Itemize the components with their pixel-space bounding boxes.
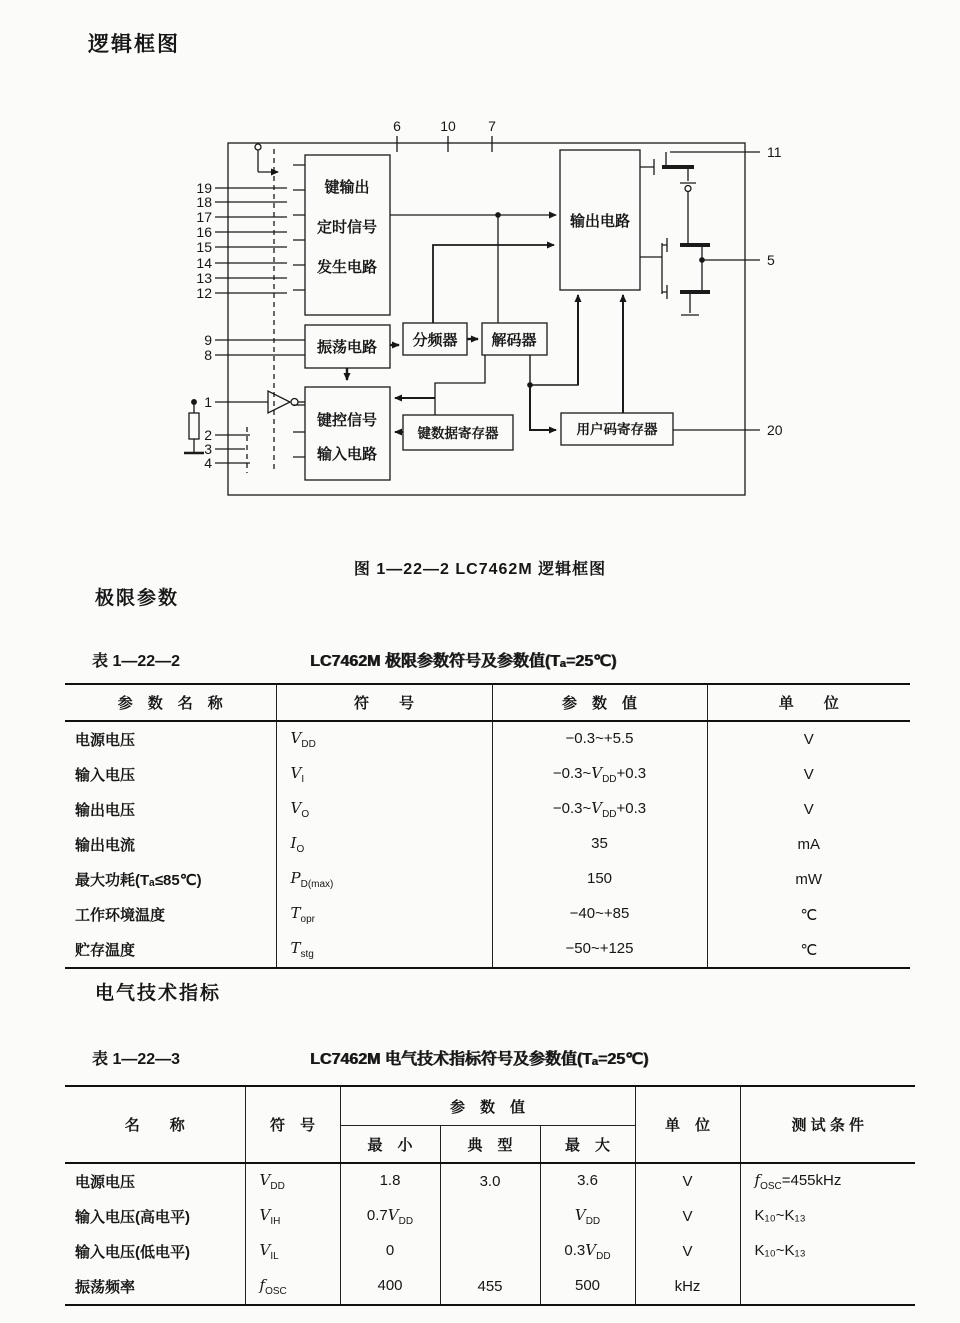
value-cell: $-0.3\sim V_{DD}+0.3$ (492, 757, 707, 792)
pin-label-left: 17 (196, 209, 212, 225)
symbol-cell: $P_{D(max)}$ (276, 862, 492, 897)
param-name-cell: 最大功耗(Tₐ≤85℃) (75, 872, 202, 889)
block-decoder-label: 解码器 (491, 332, 537, 349)
header-value: 参 数 值 (492, 684, 707, 721)
pin-label-left: 18 (196, 194, 212, 210)
max-cell: $V_{DD}$ (540, 1199, 635, 1234)
header-param-name: 参 数 名 称 (65, 684, 276, 721)
nmos2-gate (662, 285, 667, 299)
pin-label-left: 14 (196, 255, 212, 271)
pin-label-top: 7 (488, 118, 496, 134)
param-name-cell: 输入电压(低电平) (75, 1244, 190, 1261)
unit-cell: ℃ (707, 932, 910, 968)
pin-label-right: 11 (767, 144, 782, 160)
unit-cell: mW (707, 862, 910, 897)
test-condition-cell (740, 1269, 915, 1305)
pin-label-top: 10 (440, 118, 456, 134)
table-row (65, 897, 910, 932)
unit-cell: V (635, 1234, 740, 1269)
table-row (65, 1163, 915, 1199)
nmos1-gate (662, 238, 667, 252)
min-cell: $0.7V_{DD}$ (340, 1199, 440, 1234)
symbol-cell: $V_O$ (276, 792, 492, 827)
unit-cell: V (635, 1163, 740, 1199)
pmos-gate (640, 159, 654, 175)
param-name-cell: 输出电压 (75, 802, 136, 819)
param-name-cell: 电源电压 (75, 1174, 136, 1191)
min-cell: 400 (340, 1269, 440, 1305)
test-condition-cell: K₁₀~K₁₃ (740, 1234, 915, 1269)
pin-label-left: 4 (204, 455, 212, 471)
symbol-cell: $f_{OSC}$ (245, 1269, 340, 1305)
pin-label-left: 3 (204, 441, 212, 457)
max-cell: $0.3V_{DD}$ (540, 1234, 635, 1269)
max-cell: 3.6 (540, 1163, 635, 1199)
typ-cell (440, 1234, 540, 1269)
header-symbol: 符 号 (276, 684, 492, 721)
pin-label-left: 13 (196, 270, 212, 286)
limits-table (65, 683, 910, 969)
pin-label-left: 16 (196, 224, 212, 240)
block-timing-label-3: 发生电路 (316, 259, 378, 276)
param-name-cell: 输入电压 (75, 767, 136, 784)
header-unit: 单 位 (707, 684, 910, 721)
block-oscillator-label: 振荡电路 (316, 339, 378, 356)
test-condition-cell: K₁₀~K₁₃ (740, 1199, 915, 1234)
pin-label-left: 15 (196, 239, 212, 255)
header-name: 名 称 (65, 1086, 245, 1163)
typ-cell (440, 1199, 540, 1234)
value-cell: −40~+85 (492, 897, 707, 932)
unit-cell: V (707, 721, 910, 757)
symbol-cell: $V_{DD}$ (276, 721, 492, 757)
param-name-cell: 输入电压(高电平) (75, 1209, 190, 1226)
block-key-input-label-2: 输入电路 (316, 446, 378, 463)
section-heading-limits: 极限参数 (95, 588, 180, 609)
symbol-cell: $V_{IL}$ (245, 1234, 340, 1269)
limits-header-row (65, 684, 910, 721)
symbol-cell: $V_I$ (276, 757, 492, 792)
electrical-table-title: LC7462M 电气技术指标符号及参数值(Tₐ=25℃) (310, 1051, 649, 1068)
header-typ: 典 型 (440, 1126, 540, 1164)
unit-cell: mA (707, 827, 910, 862)
block-key-input (305, 387, 390, 480)
limits-table-title: LC7462M 极限参数符号及参数值(Tₐ=25℃) (310, 653, 617, 670)
value-cell: 150 (492, 862, 707, 897)
limits-table-caption (92, 648, 912, 671)
pin-label-left: 2 (204, 427, 212, 443)
value-cell: $-0.3\sim V_{DD}+0.3$ (492, 792, 707, 827)
block-timing-label-2: 定时信号 (316, 219, 378, 236)
table-row (65, 1269, 915, 1305)
electrical-table (65, 1085, 915, 1306)
pin-label-left: 1 (204, 394, 212, 410)
header-value-group: 参 数 值 (340, 1086, 635, 1126)
unit-cell: V (707, 757, 910, 792)
pin-label-right: 20 (767, 422, 783, 438)
section-heading-electrical: 电气技术指标 (95, 983, 222, 1004)
min-cell: 1.8 (340, 1163, 440, 1199)
pin-label-left: 8 (204, 347, 212, 363)
block-user-code-register-label: 用户码寄存器 (576, 422, 658, 437)
min-cell: 0 (340, 1234, 440, 1269)
block-key-data-register-label: 键数据寄存器 (417, 426, 499, 441)
pin-label-left: 19 (196, 180, 212, 196)
block-key-input-label-1: 键控信号 (316, 412, 378, 429)
header-unit: 单 位 (635, 1086, 740, 1163)
table-row (65, 1199, 915, 1234)
block-output-label: 输出电路 (569, 213, 631, 230)
max-cell: 500 (540, 1269, 635, 1305)
typ-cell: 455 (440, 1269, 540, 1305)
table-row (65, 932, 910, 968)
unit-cell: ℃ (707, 897, 910, 932)
symbol-cell: $I_O$ (276, 827, 492, 862)
table-row (65, 827, 910, 862)
pullup-terminal-icon (255, 144, 261, 150)
param-name-cell: 电源电压 (75, 732, 136, 749)
symbol-cell: $T_{opr}$ (276, 897, 492, 932)
electrical-table-label: 表 1—22—3 (92, 1051, 181, 1068)
electrical-header-row-1 (65, 1086, 915, 1126)
limits-table-label: 表 1—22—2 (92, 653, 181, 670)
block-divider-label: 分频器 (412, 332, 458, 349)
value-cell: −0.3~+5.5 (492, 721, 707, 757)
symbol-cell: $T_{stg}$ (276, 932, 492, 968)
param-name-cell: 振荡频率 (65, 1269, 245, 1305)
pin-label-left: 12 (196, 285, 212, 301)
unit-cell: kHz (635, 1269, 740, 1305)
table-row (65, 1234, 915, 1269)
block-timing-label-1: 键输出 (324, 179, 370, 196)
header-symbol: 符 号 (245, 1086, 340, 1163)
header-test-condition: 测 试 条 件 (740, 1086, 915, 1163)
value-cell: 35 (492, 827, 707, 862)
param-name-cell: 贮存温度 (65, 932, 276, 968)
unit-cell: V (707, 792, 910, 827)
pin-label-top: 6 (393, 118, 401, 134)
electrical-table-caption (92, 1046, 912, 1069)
param-name-cell: 工作环境温度 (75, 907, 166, 924)
logic-block-diagram (150, 95, 815, 515)
test-condition-cell: $f_{OSC}=455kHz$ (740, 1163, 915, 1199)
table-row (65, 862, 910, 897)
header-max: 最 大 (540, 1126, 635, 1164)
value-cell: −50~+125 (492, 932, 707, 968)
unit-cell: V (635, 1199, 740, 1234)
pin-label-right: 5 (767, 252, 775, 268)
pin-label-left: 9 (204, 332, 212, 348)
table-row (65, 757, 910, 792)
symbol-cell: $V_{IH}$ (245, 1199, 340, 1234)
header-min: 最 小 (340, 1126, 440, 1164)
inverter-icon (268, 391, 290, 413)
table-row (65, 721, 910, 757)
typ-cell: 3.0 (440, 1163, 540, 1199)
param-name-cell: 输出电流 (75, 837, 136, 854)
figure-caption: 图 1—22—2 LC7462M 逻辑框图 (353, 561, 607, 578)
symbol-cell: $V_{DD}$ (245, 1163, 340, 1199)
resistor-icon (189, 413, 199, 439)
table-row (65, 792, 910, 827)
page-heading: 逻辑框图 (88, 33, 180, 56)
wires (184, 136, 760, 495)
